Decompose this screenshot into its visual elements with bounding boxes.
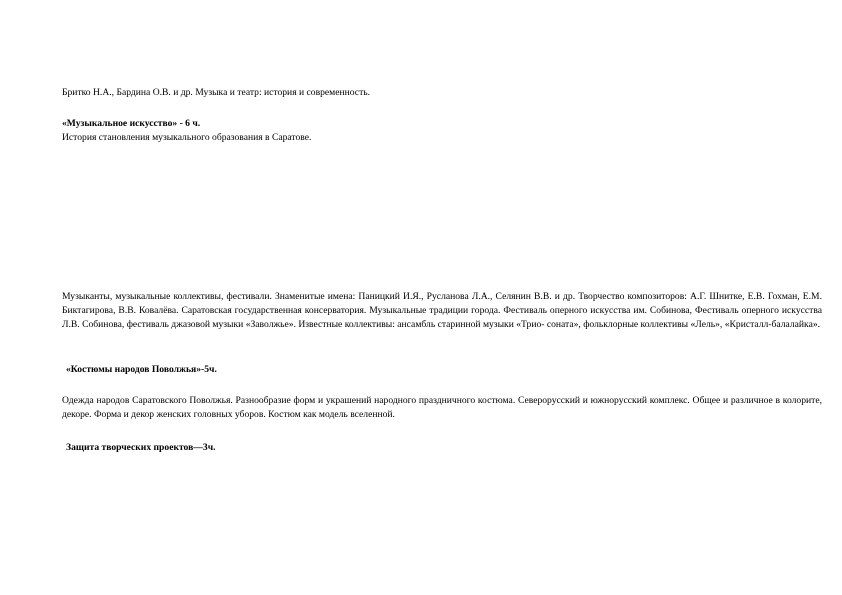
section-projects-heading: Защита творческих проектов—3ч.	[66, 442, 216, 453]
section-music-topic: История становления музыкального образования в Саратове.	[62, 132, 312, 143]
section-costumes-heading: «Костюмы народов Поволжья»-5ч.	[66, 364, 217, 375]
section-music-body: Музыканты, музыкальные коллективы, фестивали. Знаменитые имена: Паницкий И.Я., Русланова Л.А., Селянин В.В. и др. Творчество композиторов: А.Г. Шнитке, Е.В. Гохман, Е.М. Биктагирова, В.В. Ковалёва. Саратовская государственная консерватория. Музыкальные традиции города. Фестиваль оперного искусства им. Собинова, Фестиваль оперного искусства Л.В. Собинова, фестиваль джазовой музыки «Заволжье». Известные коллективы: ансамбль старинной музыки «Трио- соната», фольклорные коллективы «Лель», «Кристалл-балалайка».	[62, 291, 822, 330]
reference-line: Бритко Н.А., Бардина О.В. и др. Музыка и театр: история и современность.	[62, 87, 371, 98]
section-music-heading: «Музыкальное искусство» - 6 ч.	[62, 118, 201, 129]
section-costumes-body: Одежда народов Саратовского Поволжья. Разнообразие форм и украшений народного праздничного костюма. Северорусский и южнорусский комплекс. Общее и различное в колорите, декоре. Форма и декор женских головных уборов. Костюм как модель вселенной.	[62, 395, 822, 420]
